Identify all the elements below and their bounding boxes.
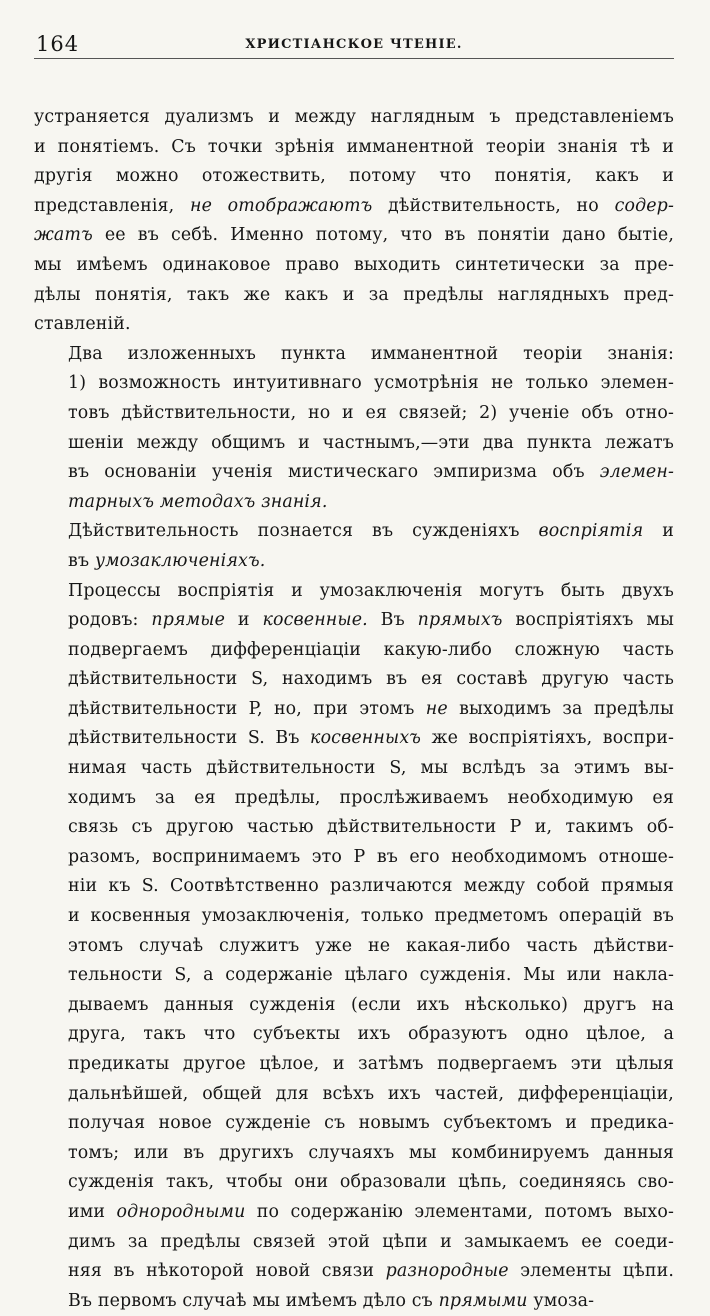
- text-line: [34, 932, 674, 962]
- text-segment: получая новое сужденіе съ новымъ субъектомъ и предика-: [68, 1113, 674, 1133]
- text-line: [34, 1168, 674, 1198]
- text-segment: няя въ нѣкоторой новой связи: [68, 1261, 386, 1281]
- text-line: [34, 547, 674, 577]
- text-segment: и: [643, 521, 674, 541]
- text-segment: Въ первомъ случаѣ мы имѣемъ дѣло съ: [68, 1291, 439, 1311]
- text-segment: и косвенныя умозаключенія, только предметомъ операцій въ: [68, 906, 674, 926]
- text-line: [34, 281, 674, 311]
- text-segment: другія можно отожествить, потому что понятія, какъ и: [34, 166, 674, 186]
- text-line: [34, 251, 674, 281]
- text-segment: ніи къ S. Соотвѣтственно различаются между собой прямыя: [68, 876, 674, 896]
- italic-text: содер-: [615, 196, 674, 216]
- text-segment: тельности S, а содержаніе цѣлаго сужденія. Мы или накла-: [68, 965, 674, 985]
- text-line: [34, 636, 674, 666]
- text-segment: шеніи между общимъ и частнымъ,—эти два пункта лежатъ: [68, 433, 674, 453]
- text-line: [34, 1198, 674, 1228]
- text-line: [34, 843, 674, 873]
- italic-text: прямыми: [439, 1291, 528, 1311]
- text-line: [34, 1257, 674, 1287]
- italic-text: жатъ: [34, 225, 93, 245]
- text-segment: дѣйствительности S. Въ: [68, 728, 310, 748]
- text-segment: выходимъ за предѣлы: [448, 699, 674, 719]
- text-segment: Дѣйствительность познается въ сужденіяхъ: [68, 521, 539, 541]
- text-segment: дѣлы понятія, такъ же какъ и за предѣлы наглядныхъ пред-: [34, 285, 674, 305]
- italic-text: прямые: [151, 610, 225, 630]
- page-header: [34, 28, 674, 59]
- text-line: [34, 724, 674, 754]
- text-segment: дальнѣйшей, общей для всѣхъ ихъ частей, дифференціаціи,: [68, 1084, 674, 1104]
- text-segment: устраняется дуализмъ и между наглядным ъ представленіемъ: [34, 107, 674, 127]
- text-line: [34, 577, 674, 607]
- text-line: [34, 1050, 674, 1080]
- text-line: [34, 1287, 674, 1316]
- text-line: [34, 961, 674, 991]
- text-segment: и понятіемъ. Съ точки зрѣнія имманентной теоріи знанія тѣ и: [34, 137, 674, 157]
- text-segment: Въ: [368, 610, 418, 630]
- text-segment: въ: [68, 551, 95, 571]
- text-line: [34, 340, 674, 370]
- text-segment: томъ; или въ другихъ случаяхъ мы комбинируемъ данныя: [68, 1143, 674, 1163]
- text-segment: и: [225, 610, 262, 630]
- text-line: [34, 754, 674, 784]
- text-segment: друга, такъ что субъекты ихъ образуютъ одно цѣлое, а: [68, 1024, 674, 1044]
- text-segment: Процессы воспріятія и умозаключенія могутъ быть двухъ: [68, 581, 674, 601]
- text-line: [34, 162, 674, 192]
- text-line: [34, 429, 674, 459]
- text-segment: димъ за предѣлы связей этой цѣпи и замыкаемъ ее соеди-: [68, 1232, 674, 1252]
- text-segment: дѣйствительности S, находимъ въ ея составѣ другую часть: [68, 669, 674, 689]
- text-line: [34, 192, 674, 222]
- text-line: [34, 872, 674, 902]
- text-line: [34, 813, 674, 843]
- text-line: [34, 1139, 674, 1169]
- text-line: [34, 103, 674, 133]
- text-segment: этомъ случаѣ служитъ уже не какая-либо часть дѣйстви-: [68, 936, 674, 956]
- text-segment: ставленій.: [34, 314, 131, 334]
- text-segment: воспріятіяхъ мы: [503, 610, 674, 630]
- text-line: [34, 399, 674, 429]
- text-line: [34, 1080, 674, 1110]
- text-line: [34, 902, 674, 932]
- text-segment: дываемъ данныя сужденія (если ихъ нѣсколько) другъ на: [68, 995, 674, 1015]
- italic-text: прямыхъ: [418, 610, 503, 630]
- paragraph-p3: [34, 517, 674, 576]
- text-segment: по содержанію элементами, потомъ выхо-: [245, 1202, 674, 1222]
- text-line: [34, 369, 674, 399]
- text-line: [34, 221, 674, 251]
- text-segment: дѣйствительность, но: [372, 196, 614, 216]
- italic-text: элемен-: [600, 462, 674, 482]
- text-segment: 1) возможность интуитивнаго усмотрѣнія не только элемен-: [68, 373, 674, 393]
- italic-text: умозаключеніяхъ.: [95, 551, 266, 571]
- body-text: [34, 103, 674, 1316]
- text-line: [34, 310, 674, 340]
- italic-text: косвенныхъ: [310, 728, 421, 748]
- text-line: [34, 1020, 674, 1050]
- italic-text: тарныхъ методахъ знанія.: [68, 492, 328, 512]
- text-segment: ее въ себѣ. Именно потому, что въ понятіи дано бытіе,: [93, 225, 674, 245]
- text-segment: представленія,: [34, 196, 190, 216]
- italic-text: воспріятія: [539, 521, 644, 541]
- text-line: [34, 488, 674, 518]
- page-number: 164: [36, 32, 79, 56]
- text-segment: родовъ:: [68, 610, 151, 630]
- text-segment: мы имѣемъ одинаковое право выходить синтетически за пре-: [34, 255, 674, 275]
- text-segment: элементы цѣпи.: [509, 1261, 674, 1281]
- text-segment: нимая часть дѣйствительности S, мы вслѣдъ за этимъ вы-: [68, 758, 674, 778]
- italic-text: однородными: [117, 1202, 246, 1222]
- text-segment: предикаты другое цѣлое, и затѣмъ подвергаемъ эти цѣлыя: [68, 1054, 674, 1074]
- text-segment: связь съ другою частью дѣйствительности P и, такимъ об-: [68, 817, 674, 837]
- text-line: [34, 784, 674, 814]
- text-segment: умоза-: [528, 1291, 595, 1311]
- text-line: [34, 991, 674, 1021]
- text-segment: ими: [68, 1202, 117, 1222]
- text-line: [34, 695, 674, 725]
- text-line: [34, 133, 674, 163]
- italic-text: разнородные: [386, 1261, 509, 1281]
- text-segment: Два изложенныхъ пункта имманентной теоріи знанія:: [68, 344, 674, 364]
- text-line: [34, 458, 674, 488]
- text-segment: разомъ, воспринимаемъ это P въ его необходимомъ отноше-: [68, 847, 674, 867]
- text-segment: въ основаніи ученія мистическаго эмпиризма объ: [68, 462, 600, 482]
- text-segment: сужденія такъ, чтобы они образовали цѣпь, соединяясь сво-: [68, 1172, 674, 1192]
- text-segment: же воспріятіяхъ, воспри-: [421, 728, 674, 748]
- text-line: [34, 1109, 674, 1139]
- italic-text: не отображаютъ: [190, 196, 372, 216]
- text-line: [34, 517, 674, 547]
- text-line: [34, 606, 674, 636]
- text-segment: товъ дѣйствительности, но и ея связей; 2) ученіе объ отно-: [68, 403, 674, 423]
- text-segment: дѣйствительности P, но, при этомъ: [68, 699, 426, 719]
- italic-text: не: [426, 699, 448, 719]
- text-segment: подвергаемъ дифференціаціи какую-либо сложную часть: [68, 640, 674, 660]
- italic-text: косвенные.: [262, 610, 367, 630]
- paragraph-p2: [34, 340, 674, 518]
- running-title: ХРИСТІАНСКОЕ ЧТЕНІЕ.: [34, 37, 674, 52]
- text-line: [34, 665, 674, 695]
- text-segment: ходимъ за ея предѣлы, прослѣживаемъ необходимую ея: [68, 788, 674, 808]
- paragraph-p1: [34, 103, 674, 340]
- text-line: [34, 1228, 674, 1258]
- paragraph-p4: [34, 577, 674, 1316]
